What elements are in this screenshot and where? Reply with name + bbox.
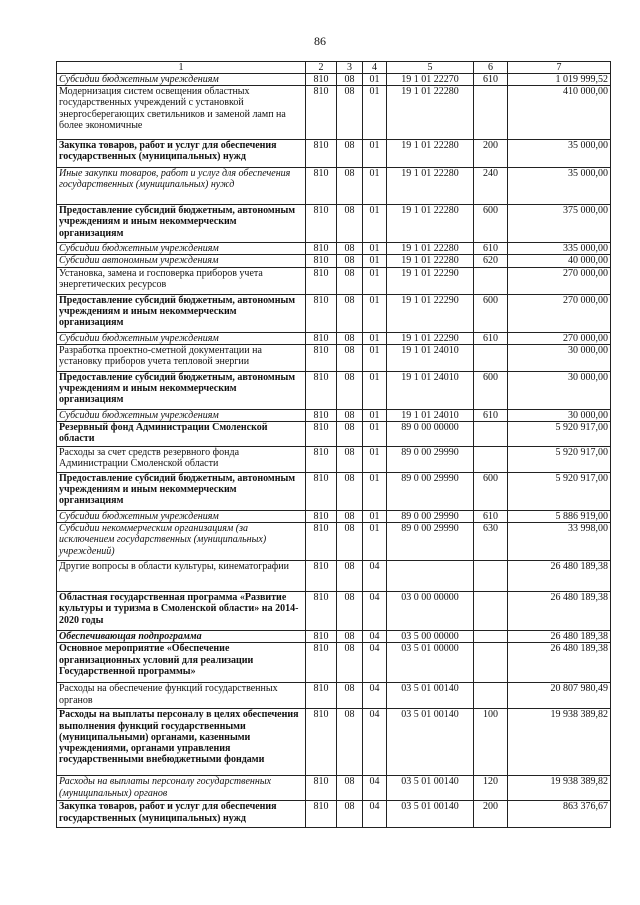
column-header: 5 (387, 62, 474, 74)
row-amount-cell: 26 480 189,38 (508, 643, 611, 683)
row-code-cell: 810 (306, 168, 337, 205)
row-amount-cell: 33 998,00 (508, 523, 611, 561)
row-section-cell: 08 (337, 511, 363, 523)
row-expense-type-cell: 610 (474, 74, 508, 86)
row-amount-cell: 335 000,00 (508, 243, 611, 255)
row-amount-cell: 410 000,00 (508, 86, 611, 140)
row-section-cell: 08 (337, 294, 363, 332)
column-header: 1 (57, 62, 306, 74)
table-row (57, 332, 611, 344)
row-subsection-cell: 01 (363, 523, 387, 561)
row-code-cell: 810 (306, 371, 337, 409)
row-target-code-cell: 89 0 00 00000 (387, 422, 474, 447)
row-subsection-cell: 01 (363, 332, 387, 344)
row-subsection-cell: 01 (363, 422, 387, 447)
row-target-code-cell: 19 1 01 22280 (387, 205, 474, 243)
row-subsection-cell: 04 (363, 709, 387, 776)
row-expense-type-cell: 630 (474, 523, 508, 561)
row-target-code-cell: 19 1 01 22270 (387, 74, 474, 86)
row-amount-cell: 375 000,00 (508, 205, 611, 243)
page-number: 86 (314, 34, 326, 48)
row-code-cell: 810 (306, 409, 337, 421)
row-subsection-cell: 01 (363, 205, 387, 243)
row-subsection-cell: 01 (363, 168, 387, 205)
row-section-cell: 08 (337, 801, 363, 828)
row-amount-cell: 270 000,00 (508, 267, 611, 294)
row-section-cell: 08 (337, 371, 363, 409)
row-section-cell: 08 (337, 86, 363, 140)
row-target-code-cell: 19 1 01 22280 (387, 255, 474, 267)
row-subsection-cell: 01 (363, 409, 387, 421)
row-expense-type-cell: 610 (474, 409, 508, 421)
row-expense-type-cell (474, 86, 508, 140)
row-amount-cell: 270 000,00 (508, 332, 611, 344)
table-row (57, 511, 611, 523)
table-row (57, 140, 611, 168)
table-header-row (57, 62, 611, 74)
row-name-cell: Субсидии некоммерческим организациям (за исключением государственных (муниципальных) учреждений) (57, 523, 306, 561)
table-row (57, 776, 611, 801)
table-row (57, 561, 611, 592)
row-amount-cell: 30 000,00 (508, 371, 611, 409)
row-code-cell: 810 (306, 683, 337, 709)
row-amount-cell: 270 000,00 (508, 294, 611, 332)
row-subsection-cell: 01 (363, 267, 387, 294)
row-subsection-cell: 04 (363, 683, 387, 709)
row-expense-type-cell: 600 (474, 205, 508, 243)
row-amount-cell: 26 480 189,38 (508, 631, 611, 643)
column-header: 4 (363, 62, 387, 74)
row-amount-cell: 35 000,00 (508, 168, 611, 205)
table-row (57, 683, 611, 709)
row-subsection-cell: 01 (363, 74, 387, 86)
row-subsection-cell: 04 (363, 801, 387, 828)
row-target-code-cell: 19 1 01 22280 (387, 86, 474, 140)
row-amount-cell: 40 000,00 (508, 255, 611, 267)
row-expense-type-cell: 240 (474, 168, 508, 205)
column-header: 3 (337, 62, 363, 74)
row-target-code-cell: 03 0 00 00000 (387, 592, 474, 631)
row-name-cell: Предоставление субсидий бюджетным, автономным учреждениям и иным некоммерческим организациям (57, 294, 306, 332)
row-section-cell: 08 (337, 643, 363, 683)
row-target-code-cell: 03 5 01 00140 (387, 683, 474, 709)
row-target-code-cell: 19 1 01 24010 (387, 371, 474, 409)
row-amount-cell: 863 376,67 (508, 801, 611, 828)
row-code-cell: 810 (306, 86, 337, 140)
table-row (57, 74, 611, 86)
row-code-cell: 810 (306, 205, 337, 243)
row-name-cell: Резервный фонд Администрации Смоленской области (57, 422, 306, 447)
row-target-code-cell: 03 5 00 00000 (387, 631, 474, 643)
row-amount-cell: 19 938 389,82 (508, 776, 611, 801)
row-amount-cell: 5 920 917,00 (508, 422, 611, 447)
row-name-cell: Модернизация систем освещения областных государственных учреждений с установкой энергосберегающих светильников и заменой ламп на более экономичные (57, 86, 306, 140)
row-subsection-cell: 04 (363, 643, 387, 683)
row-expense-type-cell: 200 (474, 801, 508, 828)
column-header: 7 (508, 62, 611, 74)
row-subsection-cell: 01 (363, 371, 387, 409)
row-expense-type-cell: 610 (474, 332, 508, 344)
row-name-cell: Субсидии бюджетным учреждениям (57, 511, 306, 523)
row-expense-type-cell: 600 (474, 371, 508, 409)
table-row (57, 267, 611, 294)
row-subsection-cell: 04 (363, 592, 387, 631)
row-code-cell: 810 (306, 511, 337, 523)
row-code-cell: 810 (306, 631, 337, 643)
row-amount-cell: 35 000,00 (508, 140, 611, 168)
row-code-cell: 810 (306, 344, 337, 371)
row-name-cell: Расходы на выплаты персоналу в целях обеспечения выполнения функций государственными (муниципальными) органами, казенными учреждениями, органами управления государственными внебюджетными фондами (57, 709, 306, 776)
row-target-code-cell: 89 0 00 29990 (387, 447, 474, 473)
row-target-code-cell: 89 0 00 29990 (387, 523, 474, 561)
row-amount-cell: 5 920 917,00 (508, 447, 611, 473)
row-name-cell: Расходы на обеспечение функций государственных органов (57, 683, 306, 709)
row-code-cell: 810 (306, 422, 337, 447)
table-row (57, 409, 611, 421)
row-code-cell: 810 (306, 294, 337, 332)
row-expense-type-cell: 610 (474, 511, 508, 523)
row-name-cell: Субсидии автономным учреждениям (57, 255, 306, 267)
table-row (57, 243, 611, 255)
row-expense-type-cell: 600 (474, 473, 508, 511)
row-subsection-cell: 01 (363, 473, 387, 511)
row-section-cell: 08 (337, 255, 363, 267)
row-name-cell: Закупка товаров, работ и услуг для обеспечения государственных (муниципальных) нужд (57, 140, 306, 168)
row-name-cell: Областная государственная программа «Развитие культуры и туризма в Смоленской области» на 2014-2020 годы (57, 592, 306, 631)
row-code-cell: 810 (306, 140, 337, 168)
table-row (57, 422, 611, 447)
row-section-cell: 08 (337, 409, 363, 421)
row-expense-type-cell (474, 683, 508, 709)
table-row (57, 801, 611, 828)
row-name-cell: Разработка проектно-сметной документации на установку приборов учета тепловой энергии (57, 344, 306, 371)
row-subsection-cell: 01 (363, 511, 387, 523)
row-expense-type-cell (474, 631, 508, 643)
row-expense-type-cell (474, 344, 508, 371)
row-code-cell: 810 (306, 473, 337, 511)
row-target-code-cell: 89 0 00 29990 (387, 473, 474, 511)
row-name-cell: Закупка товаров, работ и услуг для обеспечения государственных (муниципальных) нужд (57, 801, 306, 828)
row-subsection-cell: 04 (363, 776, 387, 801)
row-target-code-cell: 03 5 01 00140 (387, 776, 474, 801)
row-expense-type-cell (474, 267, 508, 294)
row-section-cell: 08 (337, 205, 363, 243)
row-expense-type-cell (474, 592, 508, 631)
row-amount-cell: 30 000,00 (508, 409, 611, 421)
table-row (57, 592, 611, 631)
row-subsection-cell: 04 (363, 561, 387, 592)
row-target-code-cell: 19 1 01 22290 (387, 294, 474, 332)
row-name-cell: Предоставление субсидий бюджетным, автономным учреждениям и иным некоммерческим организациям (57, 473, 306, 511)
row-target-code-cell (387, 561, 474, 592)
table-row (57, 168, 611, 205)
row-code-cell: 810 (306, 709, 337, 776)
table-row (57, 255, 611, 267)
row-amount-cell: 19 938 389,82 (508, 709, 611, 776)
row-code-cell: 810 (306, 74, 337, 86)
row-target-code-cell: 03 5 01 00140 (387, 801, 474, 828)
column-header: 2 (306, 62, 337, 74)
row-subsection-cell: 01 (363, 86, 387, 140)
row-section-cell: 08 (337, 422, 363, 447)
row-section-cell: 08 (337, 592, 363, 631)
row-section-cell: 08 (337, 523, 363, 561)
row-section-cell: 08 (337, 776, 363, 801)
row-target-code-cell: 19 1 01 24010 (387, 409, 474, 421)
row-section-cell: 08 (337, 168, 363, 205)
row-name-cell: Субсидии бюджетным учреждениям (57, 332, 306, 344)
row-subsection-cell: 01 (363, 243, 387, 255)
row-expense-type-cell (474, 447, 508, 473)
row-target-code-cell: 89 0 00 29990 (387, 511, 474, 523)
row-name-cell: Предоставление субсидий бюджетным, автономным учреждениям и иным некоммерческим организациям (57, 371, 306, 409)
row-target-code-cell: 19 1 01 22280 (387, 140, 474, 168)
row-amount-cell: 20 807 980,49 (508, 683, 611, 709)
row-section-cell: 08 (337, 709, 363, 776)
row-expense-type-cell: 200 (474, 140, 508, 168)
row-name-cell: Установка, замена и госповерка приборов учета энергетических ресурсов (57, 267, 306, 294)
row-name-cell: Расходы на выплаты персоналу государственных (муниципальных) органов (57, 776, 306, 801)
row-expense-type-cell: 620 (474, 255, 508, 267)
row-name-cell: Основное мероприятие «Обеспечение организационных условий для реализации Государственной программы» (57, 643, 306, 683)
row-expense-type-cell: 100 (474, 709, 508, 776)
table-row (57, 643, 611, 683)
row-code-cell: 810 (306, 561, 337, 592)
table-row (57, 709, 611, 776)
row-amount-cell: 1 019 999,52 (508, 74, 611, 86)
table-row (57, 205, 611, 243)
row-amount-cell: 5 920 917,00 (508, 473, 611, 511)
row-section-cell: 08 (337, 473, 363, 511)
table-row (57, 523, 611, 561)
row-code-cell: 810 (306, 332, 337, 344)
row-expense-type-cell (474, 643, 508, 683)
column-header: 6 (474, 62, 508, 74)
row-subsection-cell: 01 (363, 447, 387, 473)
row-section-cell: 08 (337, 267, 363, 294)
row-subsection-cell: 01 (363, 344, 387, 371)
row-code-cell: 810 (306, 776, 337, 801)
row-code-cell: 810 (306, 243, 337, 255)
row-expense-type-cell: 610 (474, 243, 508, 255)
table-row (57, 86, 611, 140)
row-section-cell: 08 (337, 74, 363, 86)
row-expense-type-cell: 120 (474, 776, 508, 801)
row-section-cell: 08 (337, 631, 363, 643)
table-row (57, 371, 611, 409)
row-target-code-cell: 03 5 01 00140 (387, 709, 474, 776)
row-subsection-cell: 01 (363, 255, 387, 267)
row-amount-cell: 5 886 919,00 (508, 511, 611, 523)
table-row (57, 344, 611, 371)
row-section-cell: 08 (337, 447, 363, 473)
row-code-cell: 810 (306, 267, 337, 294)
row-target-code-cell: 03 5 01 00000 (387, 643, 474, 683)
row-code-cell: 810 (306, 643, 337, 683)
row-section-cell: 08 (337, 561, 363, 592)
row-expense-type-cell (474, 422, 508, 447)
row-subsection-cell: 04 (363, 631, 387, 643)
row-target-code-cell: 19 1 01 22280 (387, 168, 474, 205)
row-amount-cell: 26 480 189,38 (508, 561, 611, 592)
row-amount-cell: 26 480 189,38 (508, 592, 611, 631)
row-target-code-cell: 19 1 01 24010 (387, 344, 474, 371)
row-code-cell: 810 (306, 447, 337, 473)
row-section-cell: 08 (337, 332, 363, 344)
row-name-cell: Субсидии бюджетным учреждениям (57, 409, 306, 421)
row-name-cell: Обеспечивающая подпрограмма (57, 631, 306, 643)
row-target-code-cell: 19 1 01 22280 (387, 243, 474, 255)
row-name-cell: Иные закупки товаров, работ и услуг для обеспечения государственных (муниципальных) нужд (57, 168, 306, 205)
row-expense-type-cell (474, 561, 508, 592)
row-name-cell: Субсидии бюджетным учреждениям (57, 243, 306, 255)
table-row (57, 631, 611, 643)
row-target-code-cell: 19 1 01 22290 (387, 267, 474, 294)
table-row (57, 473, 611, 511)
row-amount-cell: 30 000,00 (508, 344, 611, 371)
table-row (57, 294, 611, 332)
row-section-cell: 08 (337, 344, 363, 371)
row-name-cell: Другие вопросы в области культуры, кинематографии (57, 561, 306, 592)
row-code-cell: 810 (306, 801, 337, 828)
row-code-cell: 810 (306, 255, 337, 267)
row-section-cell: 08 (337, 243, 363, 255)
row-section-cell: 08 (337, 683, 363, 709)
row-name-cell: Субсидии бюджетным учреждениям (57, 74, 306, 86)
row-name-cell: Расходы за счет средств резервного фонда Администрации Смоленской области (57, 447, 306, 473)
row-code-cell: 810 (306, 592, 337, 631)
row-expense-type-cell: 600 (474, 294, 508, 332)
row-subsection-cell: 01 (363, 140, 387, 168)
row-name-cell: Предоставление субсидий бюджетным, автономным учреждениям и иным некоммерческим организациям (57, 205, 306, 243)
row-subsection-cell: 01 (363, 294, 387, 332)
row-code-cell: 810 (306, 523, 337, 561)
table-row (57, 447, 611, 473)
budget-table (56, 61, 611, 828)
row-section-cell: 08 (337, 140, 363, 168)
row-target-code-cell: 19 1 01 22290 (387, 332, 474, 344)
